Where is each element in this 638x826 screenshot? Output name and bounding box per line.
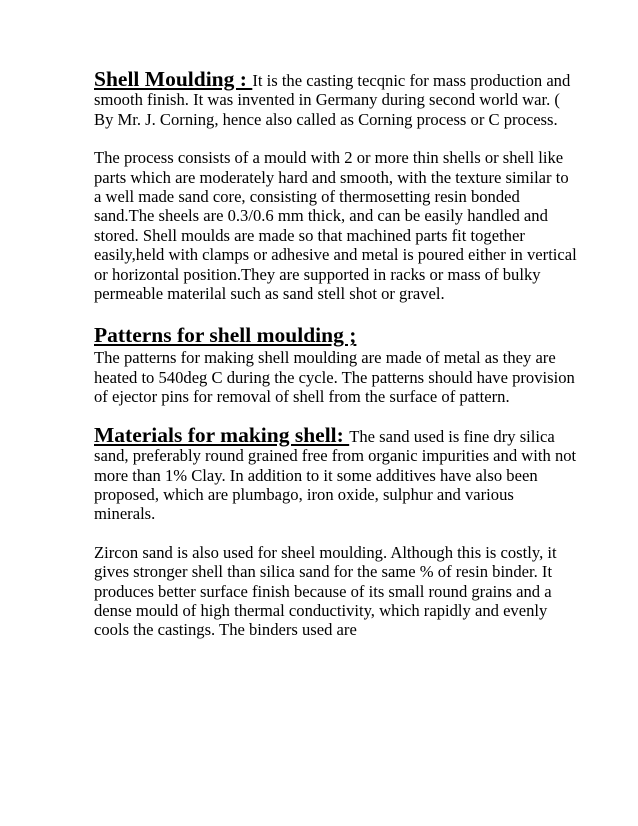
patterns-heading: Patterns for shell moulding ; — [94, 323, 357, 348]
materials-heading: Materials for making shell: — [94, 422, 350, 447]
shell-moulding-paragraph — [94, 67, 578, 129]
materials-text: The sand used is fine dry silica sand, preferably round grained free from organic impurities and with not more than 1% Clay. In addition to it some additives have also been proposed, which are plumbago, iron oxide, sulphur and various minerals. — [94, 426, 577, 524]
shell-moulding-heading: Shell Moulding : — [94, 67, 253, 91]
process-paragraph: The process consists of a mould with 2 or more thin shells or shell like parts which are moderately hard and smooth, with the texture similar to a well made sand core, consisting of thermosetting resin bonded sand.The sheels are 0.3/0.6 mm thick, and can be easily handled and stored. Shell moulds are made so that machined parts fit together easily,held with clamps or adhesive and metal is poured either in vertical or horizontal position.They are supported in racks or mass of bulky permeable materilal such as sand stell shot or gravel. — [94, 148, 577, 304]
patterns-paragraph — [94, 322, 578, 406]
patterns-text: The patterns for making shell moulding are made of metal as they are heated to 540deg C during the cycle. The patterns should have provision of ejector pins for removal of shell from the surface of pattern. — [94, 348, 575, 407]
zircon-paragraph: Zircon sand is also used for sheel moulding. Although this is costly, it gives stronger shell than silica sand for the same % of resin binder. It produces better surface finish because of its small round grains and a dense mould of high thermal conductivity, which rapidly and evenly cools the castings. The binders used are — [94, 542, 557, 640]
shell-moulding-text: It is the casting tecqnic for mass production and smooth finish. It was invented in Germany during second world war. ( By Mr. J. Corning, hence also called as Corning process or C process. — [94, 71, 571, 129]
materials-paragraph — [94, 422, 578, 524]
